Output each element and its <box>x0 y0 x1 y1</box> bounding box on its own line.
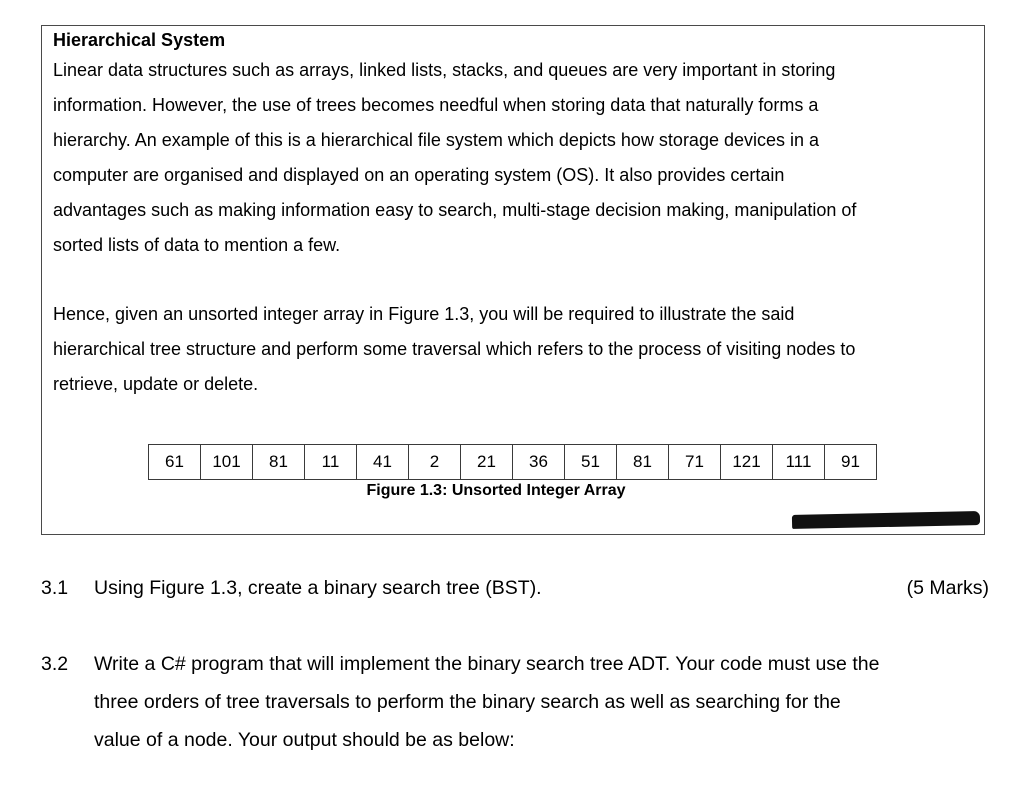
array-cell: 81 <box>617 445 669 480</box>
paragraph-line: computer are organised and displayed on an operating system (OS). It also provides certain <box>53 165 785 185</box>
array-cell: 21 <box>461 445 513 480</box>
array-cell: 36 <box>513 445 565 480</box>
array-cell: 101 <box>201 445 253 480</box>
paragraph-line: sorted lists of data to mention a few. <box>53 235 341 255</box>
array-cell: 2 <box>409 445 461 480</box>
section-title: Hierarchical System <box>53 30 226 50</box>
question-marks: (5 Marks) <box>906 577 989 599</box>
array-cell: 51 <box>565 445 617 480</box>
intro-paragraph <box>53 53 964 263</box>
box-content <box>53 26 964 402</box>
paragraph-line: retrieve, update or delete. <box>53 374 259 394</box>
question-text <box>94 645 989 759</box>
question-text <box>94 569 989 607</box>
paragraph-line: Linear data structures such as arrays, linked lists, stacks, and queues are very important in storing <box>53 60 836 80</box>
question-line: Write a C# program that will implement the binary search tree ADT. Your code must use the <box>94 653 880 675</box>
paragraph-line: advantages such as making information easy to search, multi-stage decision making, manipulation of <box>53 200 857 220</box>
question-number: 3.2 <box>41 653 69 675</box>
task-paragraph <box>53 297 964 402</box>
figure-caption: Figure 1.3: Unsorted Integer Array <box>366 482 626 499</box>
array-cell: 41 <box>357 445 409 480</box>
redaction-mark <box>792 511 980 529</box>
array-cell: 11 <box>305 445 357 480</box>
array-cell: 121 <box>721 445 773 480</box>
paragraph-line: hierarchy. An example of this is a hierarchical file system which depicts how storage devices in a <box>53 130 820 150</box>
array-cell: 61 <box>149 445 201 480</box>
question-line: three orders of tree traversals to perform the binary search as well as searching for the <box>94 691 841 713</box>
question-3-1 <box>41 569 989 607</box>
paragraph-line: hierarchical tree structure and perform some traversal which refers to the process of visiting nodes to <box>53 339 856 359</box>
question-line: value of a node. Your output should be as below: <box>94 729 515 751</box>
unsorted-array-table <box>148 444 877 480</box>
array-row <box>149 445 877 480</box>
hierarchical-system-box <box>41 25 985 535</box>
paragraph-line: Hence, given an unsorted integer array in Figure 1.3, you will be required to illustrate the said <box>53 304 795 324</box>
question-3-2 <box>41 645 989 759</box>
paragraph-line: information. However, the use of trees becomes needful when storing data that naturally forms a <box>53 95 819 115</box>
question-number: 3.1 <box>41 577 69 599</box>
array-cell: 91 <box>825 445 877 480</box>
array-cell: 111 <box>773 445 825 480</box>
array-cell: 81 <box>253 445 305 480</box>
question-line: Using Figure 1.3, create a binary search tree (BST). <box>94 577 542 599</box>
array-cell: 71 <box>669 445 721 480</box>
